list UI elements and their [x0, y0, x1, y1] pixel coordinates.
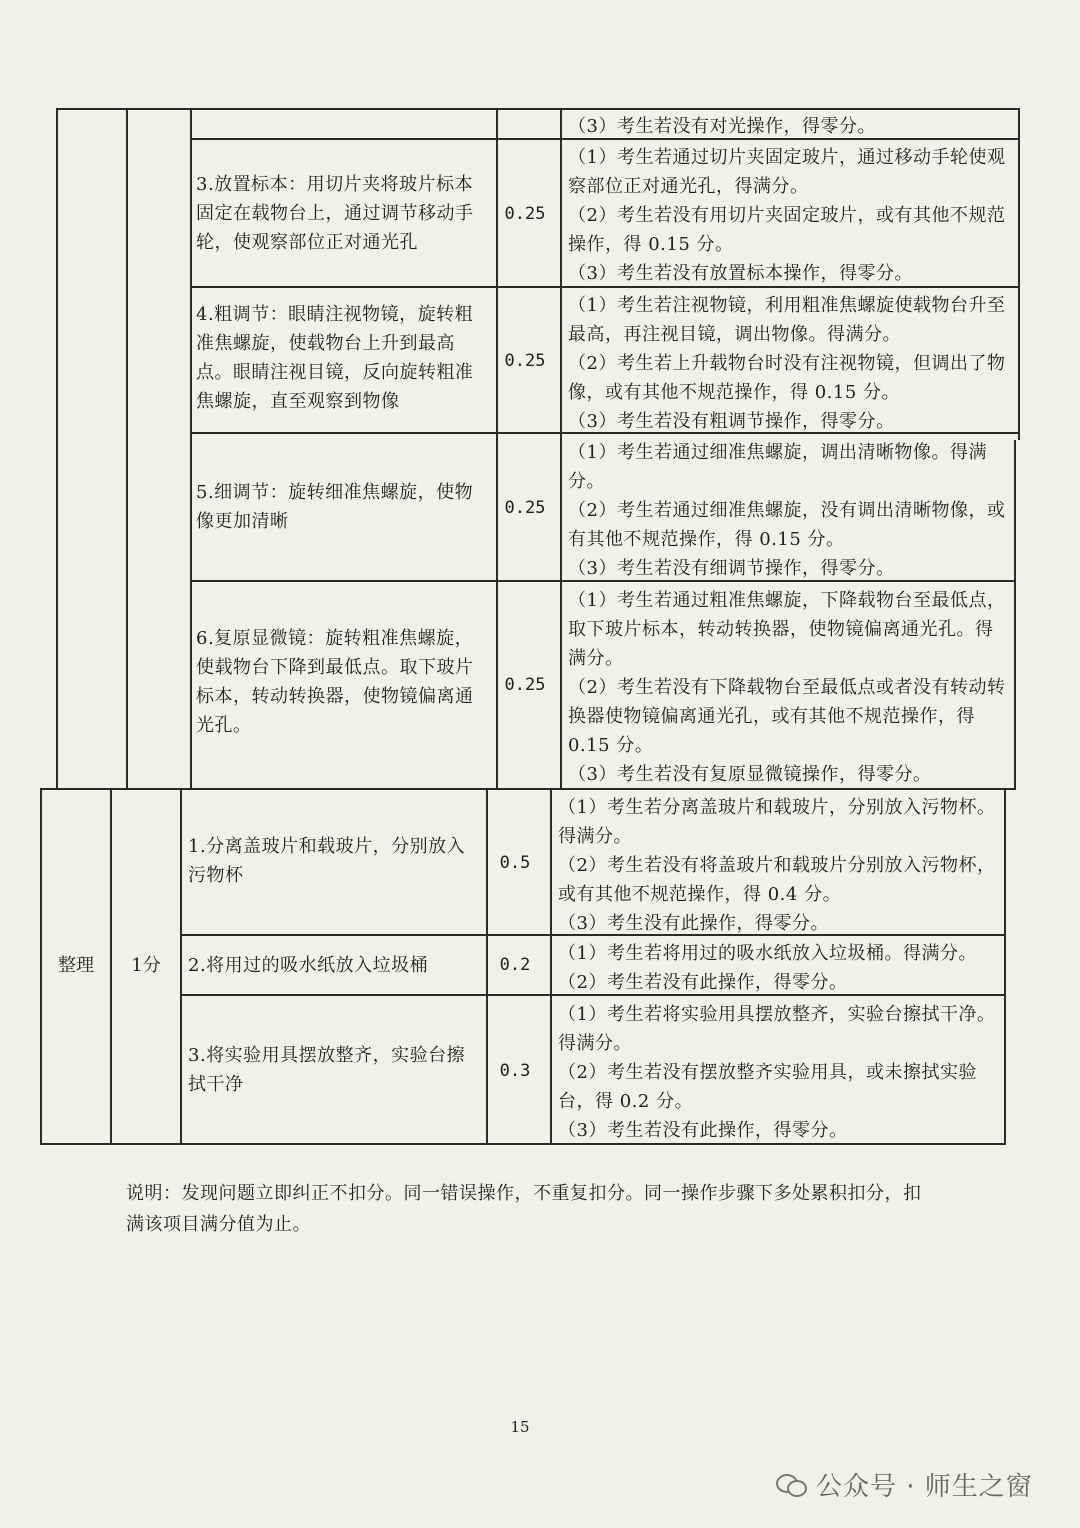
criteria-cell: （1）考生若将实验用具摆放整齐，实验台擦拭干净。得满分。 （2）考生若没有摆放整齐实验用具，或未擦拭实验台，得 0.2 分。 （3）考生若没有此操作，得零分。 [558, 1004, 996, 1141]
watermark [776, 1464, 1033, 1504]
score-cell: 0.25 [504, 675, 546, 695]
section-points: 1分 [131, 955, 161, 976]
step-cell: 5.细调节：旋转细准焦螺旋，使物像更加清晰 [196, 482, 474, 532]
explanation-note: 说明：发现问题立即纠正不扣分。同一错误操作，不重复扣分。同一操作步骤下多处累积扣分，扣满该项目满分值为止。 [126, 1183, 922, 1235]
criteria-cell: （1）考生若将用过的吸水纸放入垃圾桶。得满分。 （2）考生若没有此操作，得零分。 [558, 943, 977, 993]
step-cell: 4.粗调节：眼睛注视物镜，旋转粗准焦螺旋，使载物台上升到最高点。眼睛注视目镜，反向旋转粗准焦螺旋，直至观察到物像 [196, 304, 474, 412]
score-cell: 0.3 [499, 1061, 531, 1081]
step-cell: 6.复原显微镜：旋转粗准焦螺旋，使载物台下降到最低点。取下玻片标本，转动转换器，使物镜偏离通光孔。 [196, 628, 474, 736]
score-cell: 0.2 [499, 955, 531, 975]
wechat-icon [776, 1472, 806, 1496]
score-cell: 0.25 [504, 204, 546, 224]
step-cell: 1.分离盖玻片和载玻片，分别放入污物杯 [188, 836, 466, 886]
score-cell: 0.5 [499, 853, 531, 873]
criteria-cell: （3）考生若没有对光操作，得零分。 [568, 116, 876, 137]
page-number: 15 [510, 1418, 530, 1436]
criteria-cell: （1）考生若通过粗准焦螺旋，下降载物台至最低点，取下玻片标本，转动转换器，使物镜偏离通光孔。得满分。 （2）考生若没有下降载物台至最低点或者没有转动转换器使物镜偏离通光孔，或有其他不规范操作，得 0.15 分。 （3）考生若没有复原显微镜操作，得零分。 [568, 590, 1006, 785]
criteria-cell: （1）考生若分离盖玻片和载玻片，分别放入污物杯。得满分。 （2）考生若没有将盖玻片和载玻片分别放入污物杯，或有其他不规范操作，得 0.4 分。 （3）考生没有此操作，得零分。 [558, 797, 996, 934]
watermark-text: 公众号 · 师生之窗 [816, 1471, 1033, 1502]
criteria-cell: （1）考生若注视物镜，利用粗准焦螺旋使载物台升至最高，再注视目镜，调出物像。得满分。 （2）考生若上升载物台时没有注视物镜，但调出了物像，或有其他不规范操作，得 0.15 分。 （3）考生若没有粗调节操作，得零分。 [568, 295, 1006, 432]
criteria-cell: （1）考生若通过切片夹固定玻片，通过移动手轮使观察部位正对通光孔，得满分。 （2）考生若没有用切片夹固定玻片，或有其他不规范操作，得 0.15 分。 （3）考生若没有放置标本操作，得零分。 [568, 147, 1006, 284]
step-cell: 2.将用过的吸水纸放入垃圾桶 [188, 955, 429, 976]
step-cell: 3.将实验用具摆放整齐，实验台擦拭干净 [188, 1045, 466, 1095]
score-cell: 0.25 [504, 351, 546, 371]
step-cell: 3.放置标本：用切片夹将玻片标本固定在载物台上，通过调节移动手轮，使观察部位正对通光孔 [196, 174, 474, 253]
criteria-cell: （1）考生若通过细准焦螺旋，调出清晰物像。得满分。 （2）考生若通过细准焦螺旋，没有调出清晰物像，或有其他不规范操作，得 0.15 分。 （3）考生若没有细调节操作，得零分。 [568, 442, 1006, 579]
score-cell: 0.25 [504, 498, 546, 518]
section-name: 整理 [58, 955, 94, 976]
